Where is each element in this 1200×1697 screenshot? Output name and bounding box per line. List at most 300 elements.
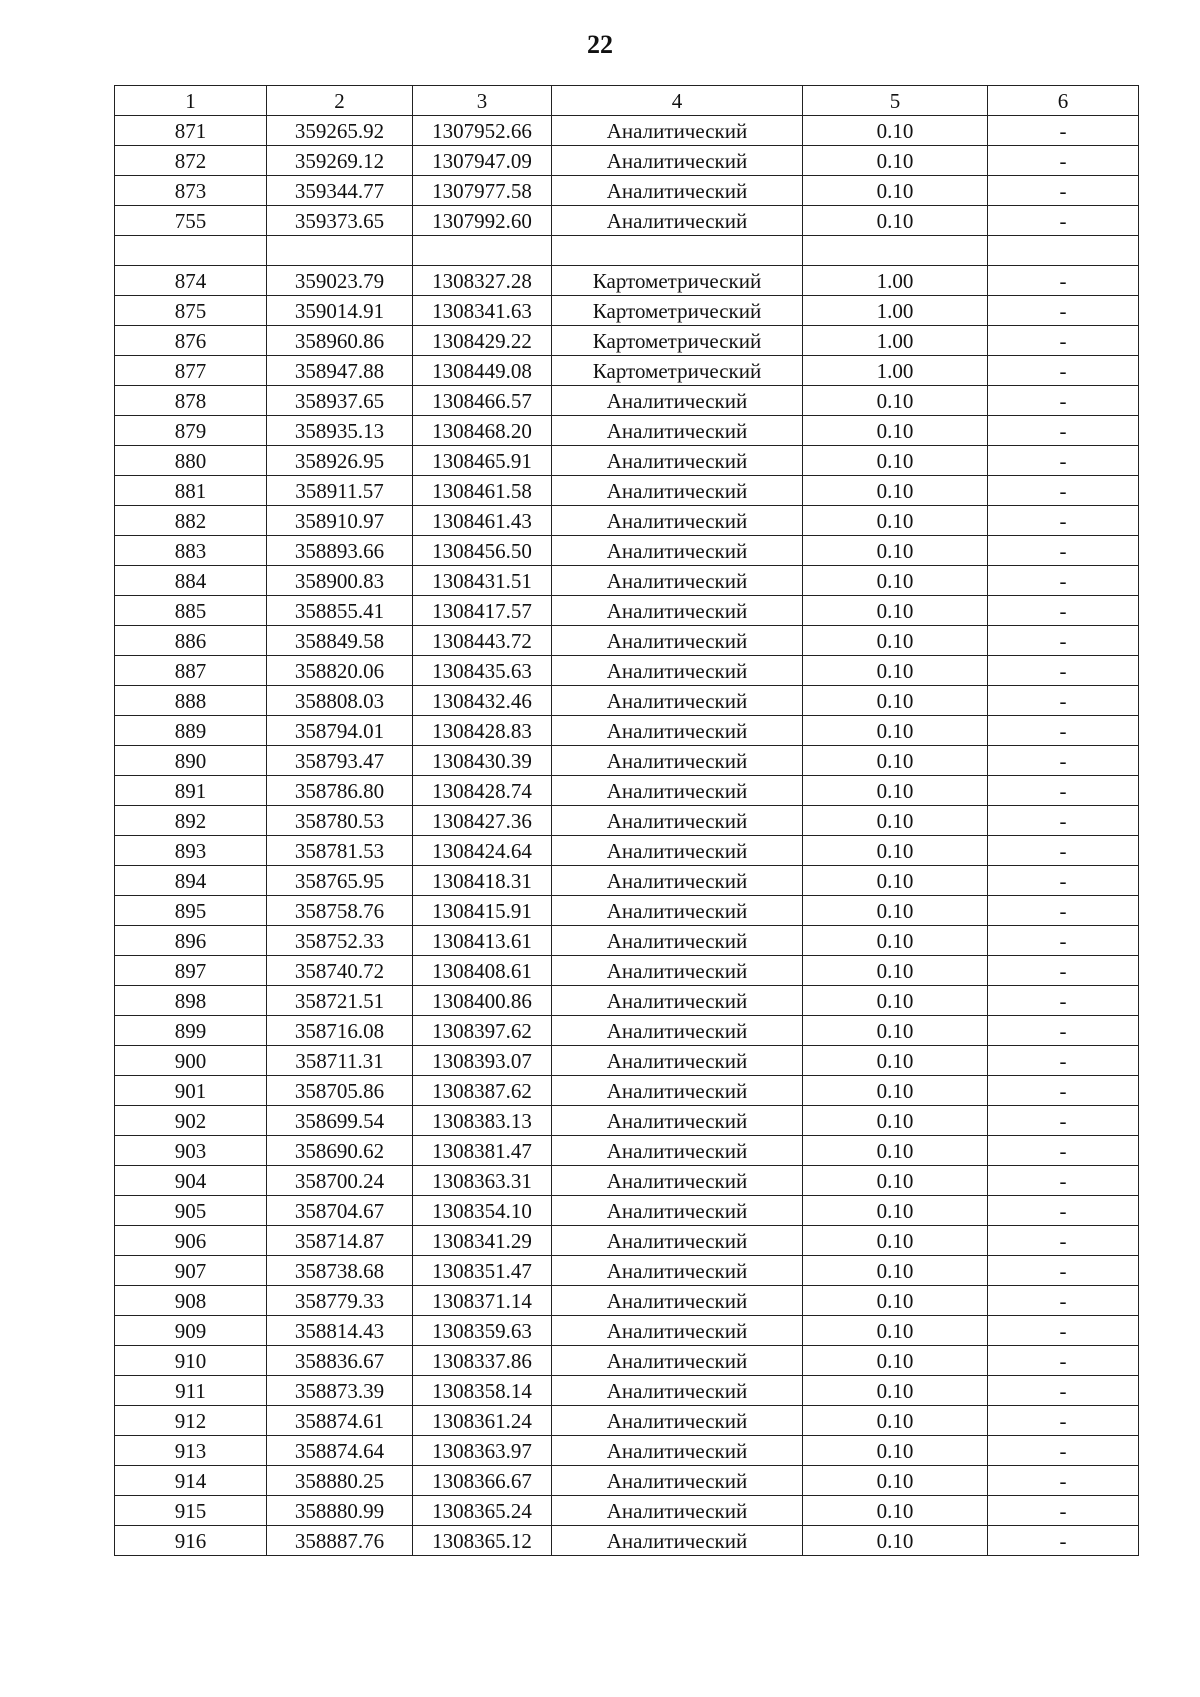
column-header-2: 2 <box>267 86 413 116</box>
table-row <box>115 1376 1139 1406</box>
accuracy-cell: 0.10 <box>803 1316 988 1346</box>
accuracy-cell: 0.10 <box>803 776 988 806</box>
point-number-cell: 874 <box>115 266 267 296</box>
table-row <box>115 1196 1139 1226</box>
table-row <box>115 896 1139 926</box>
y-coordinate-cell: 1308365.12 <box>413 1526 552 1556</box>
x-coordinate-cell: 358849.58 <box>267 626 413 656</box>
point-number-cell: 890 <box>115 746 267 776</box>
note-cell: - <box>988 716 1139 746</box>
table-row <box>115 1256 1139 1286</box>
x-coordinate-cell: 358794.01 <box>267 716 413 746</box>
note-cell: - <box>988 1406 1139 1436</box>
method-cell: Аналитический <box>552 146 803 176</box>
point-number-cell: 875 <box>115 296 267 326</box>
y-coordinate-cell: 1308393.07 <box>413 1046 552 1076</box>
y-coordinate-cell: 1308387.62 <box>413 1076 552 1106</box>
point-number-cell: 897 <box>115 956 267 986</box>
accuracy-cell: 0.10 <box>803 476 988 506</box>
method-cell: Аналитический <box>552 1316 803 1346</box>
method-cell <box>552 236 803 266</box>
note-cell: - <box>988 1076 1139 1106</box>
y-coordinate-cell: 1308443.72 <box>413 626 552 656</box>
table-row <box>115 1166 1139 1196</box>
method-cell: Аналитический <box>552 1466 803 1496</box>
accuracy-cell: 0.10 <box>803 656 988 686</box>
accuracy-cell: 0.10 <box>803 1376 988 1406</box>
point-number-cell: 878 <box>115 386 267 416</box>
table-row <box>115 656 1139 686</box>
accuracy-cell: 0.10 <box>803 1016 988 1046</box>
table-row <box>115 746 1139 776</box>
point-number-cell: 877 <box>115 356 267 386</box>
x-coordinate-cell: 358935.13 <box>267 416 413 446</box>
method-cell: Аналитический <box>552 1376 803 1406</box>
y-coordinate-cell: 1307977.58 <box>413 176 552 206</box>
point-number-cell: 908 <box>115 1286 267 1316</box>
accuracy-cell: 1.00 <box>803 356 988 386</box>
x-coordinate-cell: 358700.24 <box>267 1166 413 1196</box>
table-row <box>115 956 1139 986</box>
note-cell: - <box>988 686 1139 716</box>
y-coordinate-cell: 1308363.97 <box>413 1436 552 1466</box>
method-cell: Аналитический <box>552 1106 803 1136</box>
point-number-cell: 905 <box>115 1196 267 1226</box>
accuracy-cell: 0.10 <box>803 866 988 896</box>
y-coordinate-cell: 1308383.13 <box>413 1106 552 1136</box>
y-coordinate-cell: 1308468.20 <box>413 416 552 446</box>
table-row <box>115 1076 1139 1106</box>
y-coordinate-cell: 1308427.36 <box>413 806 552 836</box>
table-row <box>115 866 1139 896</box>
y-coordinate-cell: 1308428.83 <box>413 716 552 746</box>
x-coordinate-cell: 358893.66 <box>267 536 413 566</box>
note-cell: - <box>988 296 1139 326</box>
method-cell: Аналитический <box>552 986 803 1016</box>
table-row <box>115 1136 1139 1166</box>
table-row <box>115 296 1139 326</box>
table-row <box>115 1466 1139 1496</box>
note-cell: - <box>988 776 1139 806</box>
note-cell: - <box>988 926 1139 956</box>
accuracy-cell: 0.10 <box>803 896 988 926</box>
method-cell: Аналитический <box>552 1016 803 1046</box>
method-cell: Аналитический <box>552 116 803 146</box>
method-cell: Аналитический <box>552 1046 803 1076</box>
accuracy-cell: 0.10 <box>803 686 988 716</box>
point-number-cell: 892 <box>115 806 267 836</box>
point-number-cell: 885 <box>115 596 267 626</box>
note-cell: - <box>988 1376 1139 1406</box>
note-cell: - <box>988 1136 1139 1166</box>
point-number-cell <box>115 236 267 266</box>
table-row <box>115 1226 1139 1256</box>
method-cell: Картометрический <box>552 356 803 386</box>
accuracy-cell: 0.10 <box>803 1526 988 1556</box>
table-row <box>115 1106 1139 1136</box>
accuracy-cell: 0.10 <box>803 1406 988 1436</box>
x-coordinate-cell: 358740.72 <box>267 956 413 986</box>
column-header-1: 1 <box>115 86 267 116</box>
point-number-cell: 755 <box>115 206 267 236</box>
method-cell: Аналитический <box>552 926 803 956</box>
point-number-cell: 906 <box>115 1226 267 1256</box>
x-coordinate-cell: 358714.87 <box>267 1226 413 1256</box>
x-coordinate-cell: 358820.06 <box>267 656 413 686</box>
accuracy-cell: 0.10 <box>803 1286 988 1316</box>
x-coordinate-cell: 358900.83 <box>267 566 413 596</box>
y-coordinate-cell: 1308341.63 <box>413 296 552 326</box>
method-cell: Аналитический <box>552 476 803 506</box>
point-number-cell: 886 <box>115 626 267 656</box>
table-row <box>115 476 1139 506</box>
y-coordinate-cell: 1308465.91 <box>413 446 552 476</box>
point-number-cell: 880 <box>115 446 267 476</box>
table-row <box>115 326 1139 356</box>
table-row <box>115 266 1139 296</box>
x-coordinate-cell: 358887.76 <box>267 1526 413 1556</box>
note-cell <box>988 236 1139 266</box>
method-cell: Аналитический <box>552 716 803 746</box>
y-coordinate-cell: 1308400.86 <box>413 986 552 1016</box>
method-cell: Аналитический <box>552 836 803 866</box>
point-number-cell: 896 <box>115 926 267 956</box>
method-cell: Аналитический <box>552 1166 803 1196</box>
y-coordinate-cell: 1308461.58 <box>413 476 552 506</box>
x-coordinate-cell: 358926.95 <box>267 446 413 476</box>
y-coordinate-cell: 1307952.66 <box>413 116 552 146</box>
x-coordinate-cell: 358704.67 <box>267 1196 413 1226</box>
point-number-cell: 888 <box>115 686 267 716</box>
note-cell: - <box>988 626 1139 656</box>
x-coordinate-cell: 358716.08 <box>267 1016 413 1046</box>
table-row <box>115 1496 1139 1526</box>
note-cell: - <box>988 746 1139 776</box>
y-coordinate-cell: 1308397.62 <box>413 1016 552 1046</box>
table-row <box>115 926 1139 956</box>
point-number-cell: 900 <box>115 1046 267 1076</box>
method-cell: Аналитический <box>552 656 803 686</box>
table-row <box>115 1526 1139 1556</box>
x-coordinate-cell: 358758.76 <box>267 896 413 926</box>
table-row <box>115 536 1139 566</box>
note-cell: - <box>988 1466 1139 1496</box>
method-cell: Аналитический <box>552 1226 803 1256</box>
y-coordinate-cell: 1308461.43 <box>413 506 552 536</box>
note-cell: - <box>988 206 1139 236</box>
method-cell: Аналитический <box>552 866 803 896</box>
x-coordinate-cell: 359014.91 <box>267 296 413 326</box>
y-coordinate-cell: 1308432.46 <box>413 686 552 716</box>
point-number-cell: 914 <box>115 1466 267 1496</box>
method-cell: Аналитический <box>552 506 803 536</box>
method-cell: Аналитический <box>552 1526 803 1556</box>
y-coordinate-cell: 1308429.22 <box>413 326 552 356</box>
accuracy-cell: 0.10 <box>803 116 988 146</box>
note-cell: - <box>988 266 1139 296</box>
point-number-cell: 883 <box>115 536 267 566</box>
note-cell: - <box>988 956 1139 986</box>
header-row <box>115 86 1139 116</box>
table-row <box>115 446 1139 476</box>
note-cell: - <box>988 116 1139 146</box>
method-cell: Аналитический <box>552 686 803 716</box>
table-row <box>115 116 1139 146</box>
note-cell: - <box>988 1106 1139 1136</box>
table-row <box>115 686 1139 716</box>
note-cell: - <box>988 806 1139 836</box>
x-coordinate-cell: 359269.12 <box>267 146 413 176</box>
method-cell: Аналитический <box>552 1196 803 1226</box>
note-cell: - <box>988 1526 1139 1556</box>
x-coordinate-cell: 358960.86 <box>267 326 413 356</box>
y-coordinate-cell: 1308430.39 <box>413 746 552 776</box>
accuracy-cell: 0.10 <box>803 416 988 446</box>
note-cell: - <box>988 566 1139 596</box>
note-cell: - <box>988 1256 1139 1286</box>
note-cell: - <box>988 1166 1139 1196</box>
point-number-cell: 911 <box>115 1376 267 1406</box>
point-number-cell: 873 <box>115 176 267 206</box>
table-row <box>115 1436 1139 1466</box>
note-cell: - <box>988 1286 1139 1316</box>
coordinates-table <box>114 85 1139 1556</box>
note-cell: - <box>988 1436 1139 1466</box>
table-row <box>115 386 1139 416</box>
method-cell: Аналитический <box>552 1346 803 1376</box>
point-number-cell: 913 <box>115 1436 267 1466</box>
accuracy-cell: 0.10 <box>803 1106 988 1136</box>
accuracy-cell: 0.10 <box>803 1166 988 1196</box>
accuracy-cell: 0.10 <box>803 1256 988 1286</box>
point-number-cell: 876 <box>115 326 267 356</box>
accuracy-cell: 0.10 <box>803 1466 988 1496</box>
table-row <box>115 776 1139 806</box>
method-cell: Аналитический <box>552 1496 803 1526</box>
note-cell: - <box>988 536 1139 566</box>
point-number-cell: 871 <box>115 116 267 146</box>
accuracy-cell <box>803 236 988 266</box>
y-coordinate-cell: 1308449.08 <box>413 356 552 386</box>
x-coordinate-cell: 358880.25 <box>267 1466 413 1496</box>
accuracy-cell: 0.10 <box>803 206 988 236</box>
x-coordinate-cell: 358911.57 <box>267 476 413 506</box>
table-body <box>115 116 1139 1556</box>
x-coordinate-cell: 358836.67 <box>267 1346 413 1376</box>
note-cell: - <box>988 446 1139 476</box>
method-cell: Аналитический <box>552 776 803 806</box>
accuracy-cell: 0.10 <box>803 1046 988 1076</box>
x-coordinate-cell: 358779.33 <box>267 1286 413 1316</box>
method-cell: Аналитический <box>552 1406 803 1436</box>
note-cell: - <box>988 1346 1139 1376</box>
point-number-cell: 895 <box>115 896 267 926</box>
method-cell: Аналитический <box>552 1256 803 1286</box>
accuracy-cell: 0.10 <box>803 1136 988 1166</box>
accuracy-cell: 0.10 <box>803 566 988 596</box>
note-cell: - <box>988 866 1139 896</box>
x-coordinate-cell: 358873.39 <box>267 1376 413 1406</box>
method-cell: Аналитический <box>552 956 803 986</box>
table-row <box>115 596 1139 626</box>
point-number-cell: 881 <box>115 476 267 506</box>
table-row <box>115 206 1139 236</box>
y-coordinate-cell: 1308354.10 <box>413 1196 552 1226</box>
note-cell: - <box>988 356 1139 386</box>
point-number-cell: 894 <box>115 866 267 896</box>
point-number-cell: 903 <box>115 1136 267 1166</box>
accuracy-cell: 1.00 <box>803 296 988 326</box>
table-row <box>115 1316 1139 1346</box>
x-coordinate-cell: 358721.51 <box>267 986 413 1016</box>
x-coordinate-cell: 358780.53 <box>267 806 413 836</box>
method-cell: Картометрический <box>552 326 803 356</box>
point-number-cell: 902 <box>115 1106 267 1136</box>
x-coordinate-cell: 358781.53 <box>267 836 413 866</box>
method-cell: Аналитический <box>552 446 803 476</box>
y-coordinate-cell: 1308363.31 <box>413 1166 552 1196</box>
table-row <box>115 416 1139 446</box>
y-coordinate-cell: 1307947.09 <box>413 146 552 176</box>
point-number-cell: 909 <box>115 1316 267 1346</box>
page-number: 22 <box>587 30 613 59</box>
y-coordinate-cell: 1308466.57 <box>413 386 552 416</box>
method-cell: Картометрический <box>552 266 803 296</box>
x-coordinate-cell: 358947.88 <box>267 356 413 386</box>
note-cell: - <box>988 1046 1139 1076</box>
y-coordinate-cell: 1308358.14 <box>413 1376 552 1406</box>
note-cell: - <box>988 836 1139 866</box>
accuracy-cell: 0.10 <box>803 986 988 1016</box>
column-header-5: 5 <box>803 86 988 116</box>
accuracy-cell: 0.10 <box>803 446 988 476</box>
method-cell: Аналитический <box>552 1136 803 1166</box>
y-coordinate-cell: 1308365.24 <box>413 1496 552 1526</box>
method-cell: Аналитический <box>552 416 803 446</box>
point-number-cell: 912 <box>115 1406 267 1436</box>
point-number-cell: 882 <box>115 506 267 536</box>
x-coordinate-cell: 358808.03 <box>267 686 413 716</box>
point-number-cell: 901 <box>115 1076 267 1106</box>
accuracy-cell: 0.10 <box>803 806 988 836</box>
accuracy-cell: 0.10 <box>803 176 988 206</box>
accuracy-cell: 0.10 <box>803 746 988 776</box>
method-cell: Аналитический <box>552 896 803 926</box>
note-cell: - <box>988 476 1139 506</box>
point-number-cell: 904 <box>115 1166 267 1196</box>
accuracy-cell: 0.10 <box>803 386 988 416</box>
method-cell: Аналитический <box>552 1076 803 1106</box>
method-cell: Аналитический <box>552 566 803 596</box>
accuracy-cell: 0.10 <box>803 1436 988 1466</box>
table-row <box>115 806 1139 836</box>
y-coordinate-cell: 1308415.91 <box>413 896 552 926</box>
method-cell: Аналитический <box>552 536 803 566</box>
accuracy-cell: 0.10 <box>803 506 988 536</box>
note-cell: - <box>988 176 1139 206</box>
x-coordinate-cell: 358937.65 <box>267 386 413 416</box>
y-coordinate-cell: 1307992.60 <box>413 206 552 236</box>
y-coordinate-cell: 1308371.14 <box>413 1286 552 1316</box>
y-coordinate-cell: 1308381.47 <box>413 1136 552 1166</box>
note-cell: - <box>988 1226 1139 1256</box>
note-cell: - <box>988 986 1139 1016</box>
x-coordinate-cell <box>267 236 413 266</box>
y-coordinate-cell: 1308359.63 <box>413 1316 552 1346</box>
table-row <box>115 986 1139 1016</box>
y-coordinate-cell: 1308413.61 <box>413 926 552 956</box>
table-row <box>115 356 1139 386</box>
x-coordinate-cell: 359023.79 <box>267 266 413 296</box>
y-coordinate-cell: 1308361.24 <box>413 1406 552 1436</box>
point-number-cell: 898 <box>115 986 267 1016</box>
table-row <box>115 1346 1139 1376</box>
table-row <box>115 506 1139 536</box>
point-number-cell: 884 <box>115 566 267 596</box>
method-cell: Аналитический <box>552 206 803 236</box>
x-coordinate-cell: 358690.62 <box>267 1136 413 1166</box>
y-coordinate-cell: 1308327.28 <box>413 266 552 296</box>
table-row <box>115 836 1139 866</box>
point-number-cell: 872 <box>115 146 267 176</box>
y-coordinate-cell: 1308341.29 <box>413 1226 552 1256</box>
method-cell: Картометрический <box>552 296 803 326</box>
point-number-cell: 915 <box>115 1496 267 1526</box>
x-coordinate-cell: 358910.97 <box>267 506 413 536</box>
accuracy-cell: 0.10 <box>803 956 988 986</box>
y-coordinate-cell: 1308435.63 <box>413 656 552 686</box>
x-coordinate-cell: 358705.86 <box>267 1076 413 1106</box>
y-coordinate-cell: 1308408.61 <box>413 956 552 986</box>
point-number-cell: 893 <box>115 836 267 866</box>
x-coordinate-cell: 358874.64 <box>267 1436 413 1466</box>
accuracy-cell: 1.00 <box>803 326 988 356</box>
y-coordinate-cell: 1308417.57 <box>413 596 552 626</box>
x-coordinate-cell: 358793.47 <box>267 746 413 776</box>
point-number-cell: 907 <box>115 1256 267 1286</box>
accuracy-cell: 0.10 <box>803 836 988 866</box>
table-row <box>115 566 1139 596</box>
method-cell: Аналитический <box>552 1286 803 1316</box>
x-coordinate-cell: 358752.33 <box>267 926 413 956</box>
accuracy-cell: 0.10 <box>803 146 988 176</box>
accuracy-cell: 0.10 <box>803 1196 988 1226</box>
table-row <box>115 626 1139 656</box>
table-row <box>115 146 1139 176</box>
table-row <box>115 236 1139 266</box>
y-coordinate-cell: 1308431.51 <box>413 566 552 596</box>
accuracy-cell: 0.10 <box>803 536 988 566</box>
column-header-4: 4 <box>552 86 803 116</box>
y-coordinate-cell: 1308337.86 <box>413 1346 552 1376</box>
method-cell: Аналитический <box>552 746 803 776</box>
note-cell: - <box>988 506 1139 536</box>
table-row <box>115 176 1139 206</box>
note-cell: - <box>988 1196 1139 1226</box>
x-coordinate-cell: 359344.77 <box>267 176 413 206</box>
accuracy-cell: 0.10 <box>803 926 988 956</box>
y-coordinate-cell: 1308366.67 <box>413 1466 552 1496</box>
note-cell: - <box>988 1316 1139 1346</box>
y-coordinate-cell: 1308418.31 <box>413 866 552 896</box>
table-row <box>115 1406 1139 1436</box>
y-coordinate-cell: 1308424.64 <box>413 836 552 866</box>
point-number-cell: 891 <box>115 776 267 806</box>
table-row <box>115 716 1139 746</box>
x-coordinate-cell: 358765.95 <box>267 866 413 896</box>
table-header <box>115 86 1139 116</box>
point-number-cell: 910 <box>115 1346 267 1376</box>
